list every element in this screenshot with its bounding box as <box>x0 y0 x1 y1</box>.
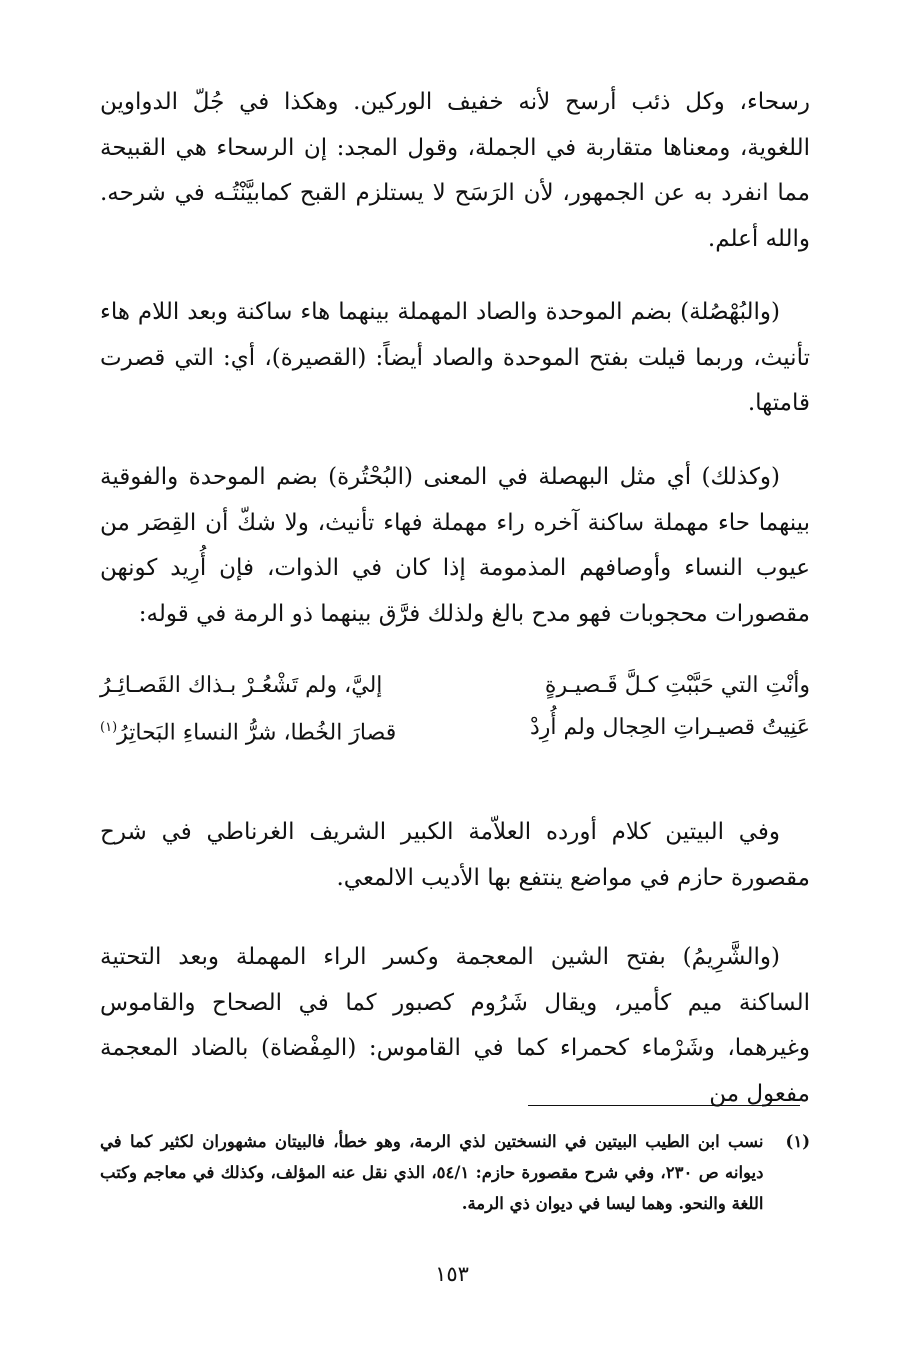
verse-first-hemistich: وأنْتِ التي حَبَّبْتِ كـلَّ قَـصيـرةٍ <box>544 673 810 698</box>
paragraph-text: وفي البيتين كلام أورده العلاّمة الكبير الشريف الغرناطي في شرح مقصورة حازم في مواضع ينتفع بها الأديب الالمعي. <box>100 819 810 891</box>
verse-line <box>100 707 810 754</box>
paragraph-text: (والشَّرِيمُ) بفتح الشين المعجمة وكسر الراء المهملة وبعد التحتية الساكنة ميم كأمير، ويقال شَرُوم كصبور كما في الصحاح والقاموس وغيرهما، وشَرْماء كحمراء كما في القاموس: (المِفْضاة) بالضاد المعجمة مفعول من <box>100 944 810 1107</box>
verse-second-hemistich: إليَّ، ولم تَشْعُـرْ بـذاك القَصـائِـرُ <box>100 673 383 698</box>
poem-verses <box>100 665 810 754</box>
paragraph-text: رسحاء، وكل ذئب أرسح لأنه خفيف الوركين. وهكذا في جُلّ الدواوين اللغوية، ومعناها متقاربة في الجملة، وقول المجد: إن الرسحاء هي القبيحة مما انفرد به عن الجمهور، لأن الرَسَح لا يستلزم القبح كمابيَّنْتُـه في شرحه. والله أعلم. <box>100 89 810 252</box>
paragraph-commentary <box>100 810 810 901</box>
paragraph-rashaa <box>100 80 810 262</box>
verse-line <box>100 665 810 707</box>
footnote-reference[interactable]: (١) <box>100 720 118 735</box>
verse-second-hemistich <box>100 707 396 754</box>
paragraph-sharim <box>100 935 810 1117</box>
footnote-divider <box>528 1105 800 1106</box>
paragraph-text: (وكذلك) أي مثل البهصلة في المعنى (البُحْتُرة) بضم الموحدة والفوقية بينهما حاء مهملة ساكنة آخره راء مهملة فهاء تأنيث، ولا شكّ أن القِصَر من عيوب النساء وأوصافهم المذمومة إذا كان في الذوات، فإن أُرِيد كونهن مقصورات محجوبات فهو مدح بالغ ولذلك فرَّق بينهما ذو الرمة في قوله: <box>100 464 810 627</box>
verse-text: قصارَ الخُطا، شرُّ النساءِ البَحاتِرُ <box>117 720 397 746</box>
verse-first-hemistich: عَنِيتُ قصيـراتِ الحِجال ولم أُرِدْ <box>529 715 810 740</box>
footnote-marker: (١) <box>785 1132 810 1151</box>
paragraph-text: (والبُهْصُلة) بضم الموحدة والصاد المهملة بينهما هاء ساكنة وبعد اللام هاء تأنيث، وربما قيلت بفتح الموحدة والصاد أيضاً: (القصيرة)، أي: التي قصرت قامتها. <box>100 299 810 416</box>
paragraph-buhsula <box>100 290 810 427</box>
footnote <box>100 1126 810 1219</box>
page-number: ١٥٣ <box>435 1262 469 1286</box>
paragraph-buhtura <box>100 455 810 637</box>
footnote-text: نسب ابن الطيب البيتين في النسختين لذي الرمة، وهو خطأ، فالبيتان مشهوران لكثير كما في ديوانه ص ٢٣٠، وفي شرح مقصورة حازم: ٥٤/١، الذي نقل عنه المؤلف، وكذلك في معاجم وكتب اللغة والنحو. وهما ليسا في ديوان ذي الرمة. <box>100 1132 764 1213</box>
